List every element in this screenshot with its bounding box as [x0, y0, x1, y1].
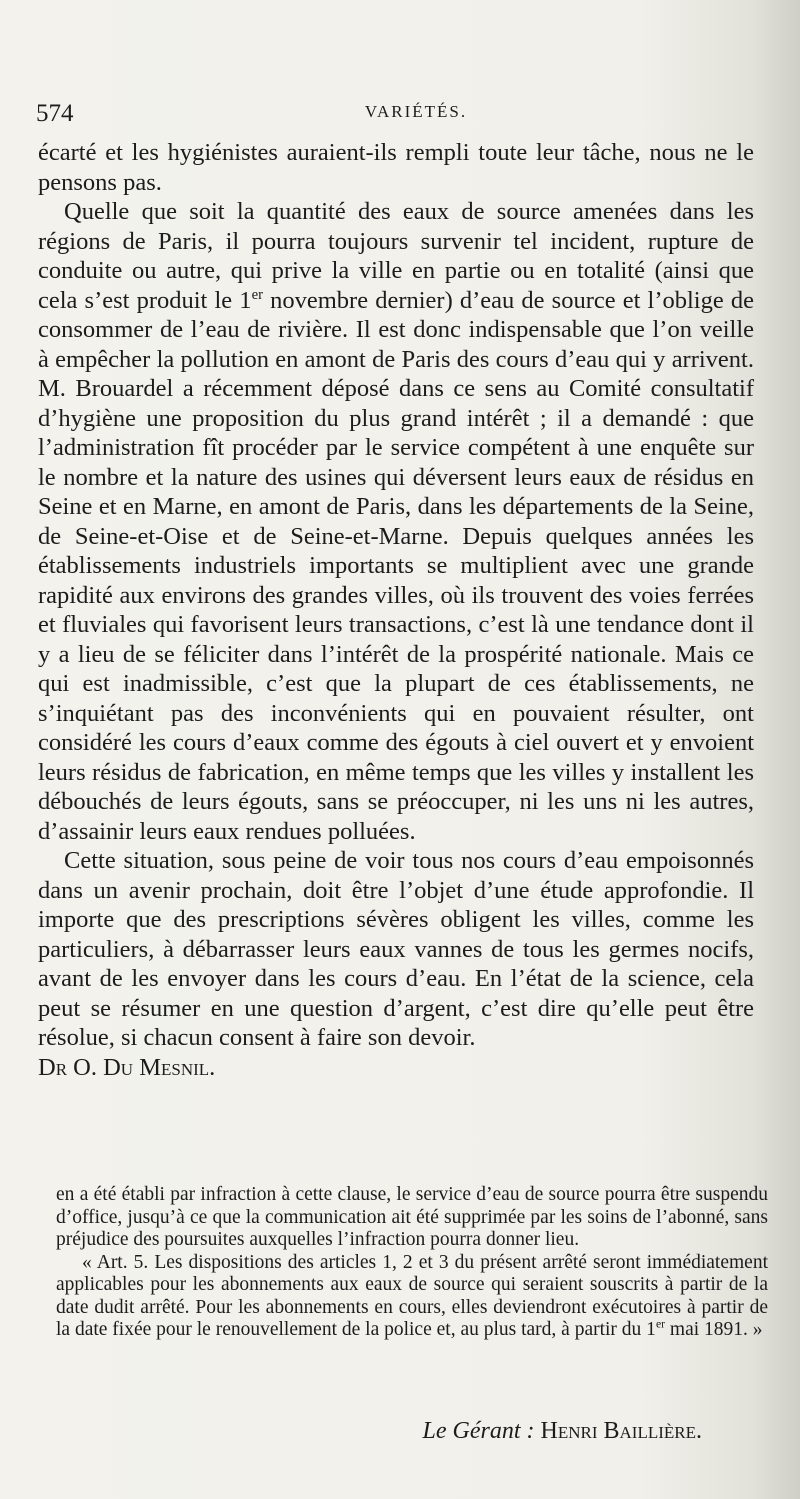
page-header	[36, 100, 756, 130]
paragraph-continued: écarté et les hygiénistes auraient-ils rempli toute leur tâche, nous ne le pensons pas.	[38, 139, 754, 196]
footnote-text: « Art. 5. Les dispositions des articles 1, 2 et 3 du présent arrêté seront immédiatement applicables pour les abonnements aux eaux de source qui seraient souscrits à partir de la date dudit arrêté. Pour les abonnements en cours, elles deviendront exécutoires à partir de la date fixée pour le renouvellement de la police et, au plus tard, à partir du 1	[56, 1251, 768, 1340]
page-number: 574	[36, 100, 74, 127]
signature-name: O. Du Mesnil.	[73, 1053, 216, 1081]
paragraph-conclusion: Cette situation, sous peine de voir tous nos cours d’eau empoisonnés dans un avenir prochain, doit être l’objet d’une étude approfondie. Il importe que des prescriptions sévères obligent les villes, comme les particuliers, à débarrasser leurs eaux vannes de tous les germes nocifs, avant de les envoyer dans les cours d’eau. En l’état de la science, cela peut se résumer en une question d’argent, c’est dire qu’elle peut être résolue, si chacun consent à faire son devoir.	[38, 847, 754, 1051]
ordinal-suffix: er	[251, 286, 263, 303]
ordinal-suffix: er	[655, 1317, 666, 1331]
footnote-block	[56, 1184, 768, 1342]
gerant-name: Henri Baillière.	[540, 1418, 702, 1444]
running-title: VARIÉTÉS.	[364, 102, 468, 121]
footnote-text: mai 1891. »	[665, 1319, 763, 1340]
footnote-paragraph: en a été établi par infraction à cette clause, le service d’eau de source pourra être suspendu d’office, jusqu’à ce que la communication ait été supprimée par les soins de l’abonné, sans préjudice des poursuites auxquelles l’infraction pourra donner lieu.	[56, 1184, 768, 1250]
author-signature	[38, 1053, 754, 1083]
footnote-article-5	[56, 1252, 768, 1342]
paragraph-text: novembre dernier) d’eau de source et l’oblige de consommer de l’eau de rivière. Il est donc indispensable que l’on veille à empêcher la pollution en amont de Paris des cours d’eau qui y arrivent. M. Brouardel a récemment déposé dans ce sens au Comité consultatif d’hygiène une proposition du plus grand intérêt ; il a demandé : que l’administration fît procéder par le service compétent à une enquête sur le nombre et la nature des usines qui déversent leurs eaux de résidus en Seine et en Marne, en amont de Paris, dans les départements de la Seine, de Seine-et-Oise et de Seine-et-Marne. Depuis quelques années les établissements industriels importants se multiplient avec une grande rapidité aux environs des grandes villes, où ils trouvent des voies ferrées et fluviales qui favorisent leurs transactions, c’est là une tendance dont il y a lieu de se féliciter dans l’intérêt de la prospérité nationale. Mais ce qui est inadmissible, c’est que la plupart de ces établissements, ne s’inquiétant pas des inconvénients qui en pouvaient résulter, ont considéré les cours d’eaux comme des égouts à ciel ouvert et y envoient leurs résidus de fabrication, en même temps que les villes y installent les débouchés de leurs égouts, sans se préoccuper, ni les uns ni les autres, d’assainir leurs eaux rendues polluées.	[38, 286, 754, 845]
gerant-role: Le Gérant :	[422, 1418, 535, 1444]
main-text	[38, 138, 754, 1082]
gerant-line	[423, 1418, 702, 1445]
paragraph-text: Quelle que soit la quantité des eaux de source amenées dans les régions de Paris, il pourra toujours survenir tel incident, rupture de conduite ou autre, qui prive la ville en partie ou en totalité (ainsi que cela s’est produit le 1	[38, 198, 754, 314]
paragraph-water-sources	[38, 197, 754, 846]
signature-title: Dr	[38, 1053, 68, 1081]
